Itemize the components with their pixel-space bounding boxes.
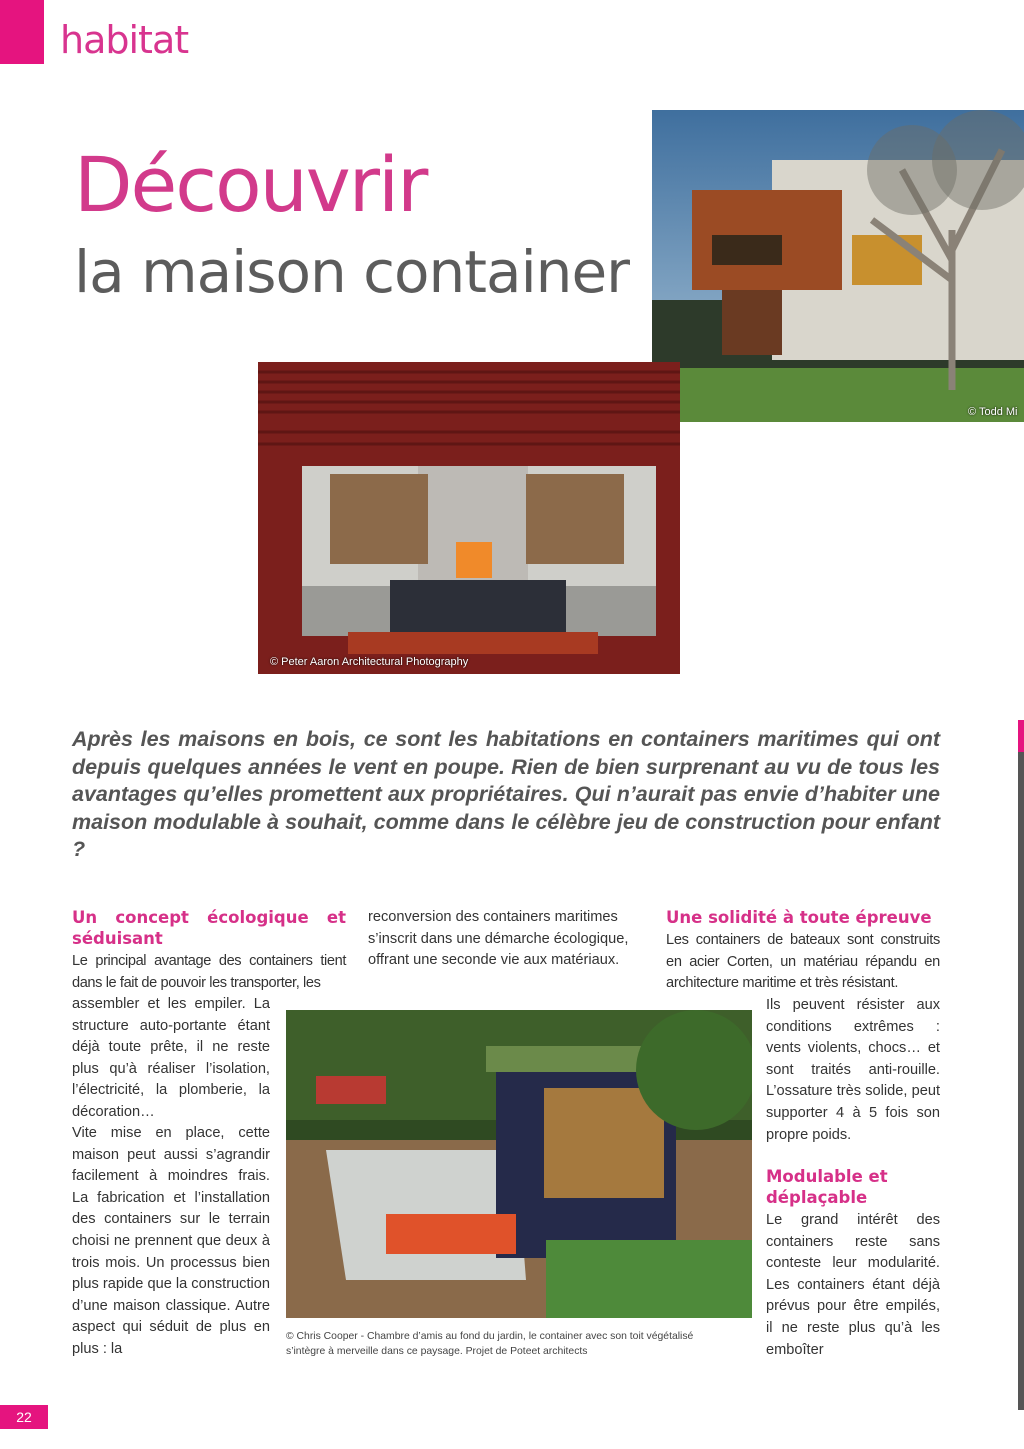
page-edge-bar — [1018, 720, 1024, 1410]
exterior-house-photo — [652, 110, 1024, 422]
interior-container-photo — [258, 362, 680, 674]
page-edge-accent — [1018, 720, 1024, 752]
section-tab — [0, 0, 44, 64]
col3-paragraph-2: Le grand intérêt des containers reste sans conteste leur modularité. Les containers étant déjà prévus pour être empilés, il ne reste plus qu’à les emboîter — [766, 1212, 940, 1358]
section-label: habitat — [60, 18, 189, 62]
col1-paragraph-narrow: assembler et les empiler. La structure auto-portante étant déjà toute prête, il ne reste plus qu’à réaliser l’isolation, l’électricité, la plomberie, la décoration… — [72, 996, 270, 1120]
page-subtitle: la maison container — [74, 238, 629, 306]
col3-paragraph-narrow: Ils peuvent résister aux conditions extrêmes : vents violents, chocs… et sont traités anti-rouille. L’ossature très solide, peut supporter 4 à 5 fois son propre poids. — [766, 997, 940, 1143]
intro-paragraph: Après les maisons en bois, ce sont les habitations en containers maritimes qui ont depuis quelques années le vent en poupe. Rien de bien surprenant au vu de tous les avantages qu’elles promettent aux propriétaires. Qui n’aurait pas envie d’habiter une maison modulable à souhait, comme dans le célèbre jeu de construction pour enfant ? — [72, 727, 940, 861]
exterior-photo-credit: © Todd Mi — [968, 406, 1018, 418]
col1-paragraph-2: Vite mise en place, cette maison peut aussi s’agrandir facilement à moindres frais. La fabrication et l’installation des containers sur le terrain choisi ne prennent que deux à trois mois. Un processus bien plus rapide que la construction d’une maison classique. Autre aspect qui séduit de plus en plus : la — [72, 1125, 270, 1357]
col2-paragraph: reconversion des containers maritimes s’inscrit dans une démarche écologique, offrant une seconde vie aux matériaux. — [368, 909, 629, 969]
garden-container-photo — [286, 1010, 752, 1318]
garden-photo-caption-line1: © Chris Cooper - Chambre d’amis au fond du jardin, le container avec son toit végétalisé — [286, 1331, 694, 1342]
page-number: 22 — [0, 1405, 48, 1429]
garden-photo-caption-line2: s’intègre à merveille dans ce paysage. Projet de Poteet architects — [286, 1346, 588, 1357]
page-title: Découvrir — [74, 140, 427, 229]
col3-paragraph-full: Les containers de bateaux sont construits en acier Corten, un matériau répandu en architecture maritime et très résistant. — [666, 932, 940, 992]
interior-photo-credit: © Peter Aaron Architectural Photography — [270, 656, 469, 668]
heading-concept: Un concept écologique et séduisant — [72, 908, 346, 948]
heading-solidite: Une solidité à toute épreuve — [666, 908, 932, 927]
col1-paragraph-full: Le principal avantage des containers tient dans le fait de pouvoir les transporter, les — [72, 953, 346, 991]
heading-modulable: Modulable et déplaçable — [766, 1167, 888, 1207]
